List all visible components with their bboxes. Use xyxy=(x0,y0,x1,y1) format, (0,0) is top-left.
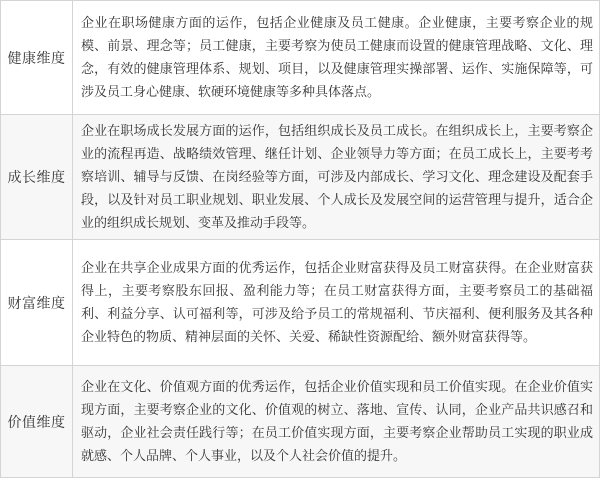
dimension-label: 健康维度 xyxy=(1,1,73,115)
table-row-growth xyxy=(1,115,600,240)
dimension-label: 财富维度 xyxy=(1,240,73,366)
table-row-wealth xyxy=(1,240,600,366)
table-row-health xyxy=(1,1,600,115)
table-row-value xyxy=(1,366,600,478)
dimension-description: 企业在文化、价值观方面的优秀运作，包括企业价值实现和员工价值实现。在企业价值实现方面，主要考察企业的文化、价值观的树立、落地、宣传、认同，企业产品共识感召和驱动，企业社会责任践行等；在员工价值实现方面，主要考察企业帮助员工实现的职业成就感、个人品牌、个人事业，以及个人社会价值的提升。 xyxy=(73,366,600,478)
dimension-description: 企业在职场成长发展方面的运作，包括组织成长及员工成长。在组织成长上，主要考察企业的流程再造、战略绩效管理、继任计划、企业领导力等方面；在员工成长上，主要考考察培训、辅导与反馈、在岗经验等方面，可涉及内部成长、学习文化、理念建设及配套手段，以及针对员工职业规划、职业发展、个人成长及发展空间的运营管理与提升，适合企业的组织成长规划、变革及推动手段等。 xyxy=(73,115,600,240)
dimension-description: 企业在共享企业成果方面的优秀运作，包括企业财富获得及员工财富获得。在企业财富获得上，主要考察股东回报、盈利能力等；在员工财富获得方面，主要考察员工的基础福利、利益分享、认可福利等，可涉及给予员工的常规福利、节庆福利、便利服务及其各种企业特色的物质、精神层面的关怀、关爱、稀缺性资源配给、额外财富获得等。 xyxy=(73,240,600,366)
dimension-table-body xyxy=(1,1,600,478)
dimension-label: 价值维度 xyxy=(1,366,73,478)
dimension-description: 企业在职场健康方面的运作，包括企业健康及员工健康。企业健康，主要考察企业的规模、前景、理念等；员工健康，主要考察为使员工健康而设置的健康管理战略、文化、理念，有效的健康管理体系、规划、项目，以及健康管理实操部署、运作、实施保障等，可涉及员工身心健康、软硬环境健康等多种具体落点。 xyxy=(73,1,600,115)
dimension-label: 成长维度 xyxy=(1,115,73,240)
